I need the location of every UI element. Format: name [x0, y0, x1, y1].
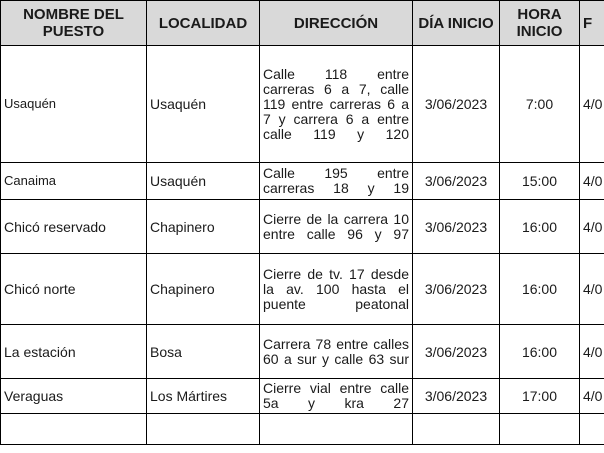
- table-row-cutoff: [1, 414, 604, 445]
- cell-hora-inicio: 15:00: [500, 163, 580, 200]
- table-header-row: [1, 1, 604, 46]
- cell-dia-inicio: 3/06/2023: [413, 163, 500, 200]
- cell-hora-inicio: 16:00: [500, 200, 580, 254]
- cell-fin: 4/0: [580, 200, 604, 254]
- table-row: [1, 46, 604, 163]
- cell-nombre: La estación: [1, 325, 147, 379]
- table-row: [1, 200, 604, 254]
- cell-direccion: Cierre vial entre calle 5a y kra 27: [260, 379, 413, 414]
- cell-nombre: Canaima: [1, 163, 147, 200]
- cell-fin: 4/0: [580, 325, 604, 379]
- cell-localidad: Chapinero: [147, 200, 260, 254]
- cell-fin: 4/0: [580, 163, 604, 200]
- header-dia-inicio: DÍA INICIO: [413, 1, 500, 46]
- cell-localidad: Bosa: [147, 325, 260, 379]
- cell-nombre: Veraguas: [1, 379, 147, 414]
- cell-dia-inicio: 3/06/2023: [413, 254, 500, 325]
- table-row: [1, 254, 604, 325]
- header-fin: F: [580, 1, 604, 46]
- header-hora-inicio: HORA INICIO: [500, 1, 580, 46]
- cell-direccion: Calle 118 entre carreras 6 a 7, calle 119 entre carreras 6 a 7 y carrera 6 a entre calle 119 y 120: [260, 46, 413, 163]
- cell-nombre: Chicó norte: [1, 254, 147, 325]
- cell-localidad: Los Mártires: [147, 379, 260, 414]
- cell-dia-inicio: 3/06/2023: [413, 46, 500, 163]
- cell-hora-inicio: 16:00: [500, 254, 580, 325]
- table-row: [1, 325, 604, 379]
- cell-dia-inicio: 3/06/2023: [413, 379, 500, 414]
- cell-direccion: Calle 195 entre carreras 18 y 19: [260, 163, 413, 200]
- cell-fin: 4/0: [580, 379, 604, 414]
- table-row: [1, 163, 604, 200]
- cell-direccion: Carrera 78 entre calles 60 a sur y calle 63 sur: [260, 325, 413, 379]
- cell-hora-inicio: 7:00: [500, 46, 580, 163]
- cell-localidad: Usaquén: [147, 163, 260, 200]
- header-localidad: LOCALIDAD: [147, 1, 260, 46]
- cell-dia-inicio: 3/06/2023: [413, 325, 500, 379]
- cell-localidad: Usaquén: [147, 46, 260, 163]
- cell-direccion: Cierre de la carrera 10 entre calle 96 y 97: [260, 200, 413, 254]
- cell-fin: 4/0: [580, 46, 604, 163]
- header-nombre: NOMBRE DEL PUESTO: [1, 1, 147, 46]
- cell-nombre: Chicó reservado: [1, 200, 147, 254]
- cell-direccion: Cierre de tv. 17 desde la av. 100 hasta el puente peatonal: [260, 254, 413, 325]
- table-row: [1, 379, 604, 414]
- cell-localidad: Chapinero: [147, 254, 260, 325]
- cell-hora-inicio: 16:00: [500, 325, 580, 379]
- header-direccion: DIRECCIÓN: [260, 1, 413, 46]
- cell-dia-inicio: 3/06/2023: [413, 200, 500, 254]
- cell-hora-inicio: 17:00: [500, 379, 580, 414]
- cell-fin: 4/0: [580, 254, 604, 325]
- cell-nombre: Usaquén: [1, 46, 147, 163]
